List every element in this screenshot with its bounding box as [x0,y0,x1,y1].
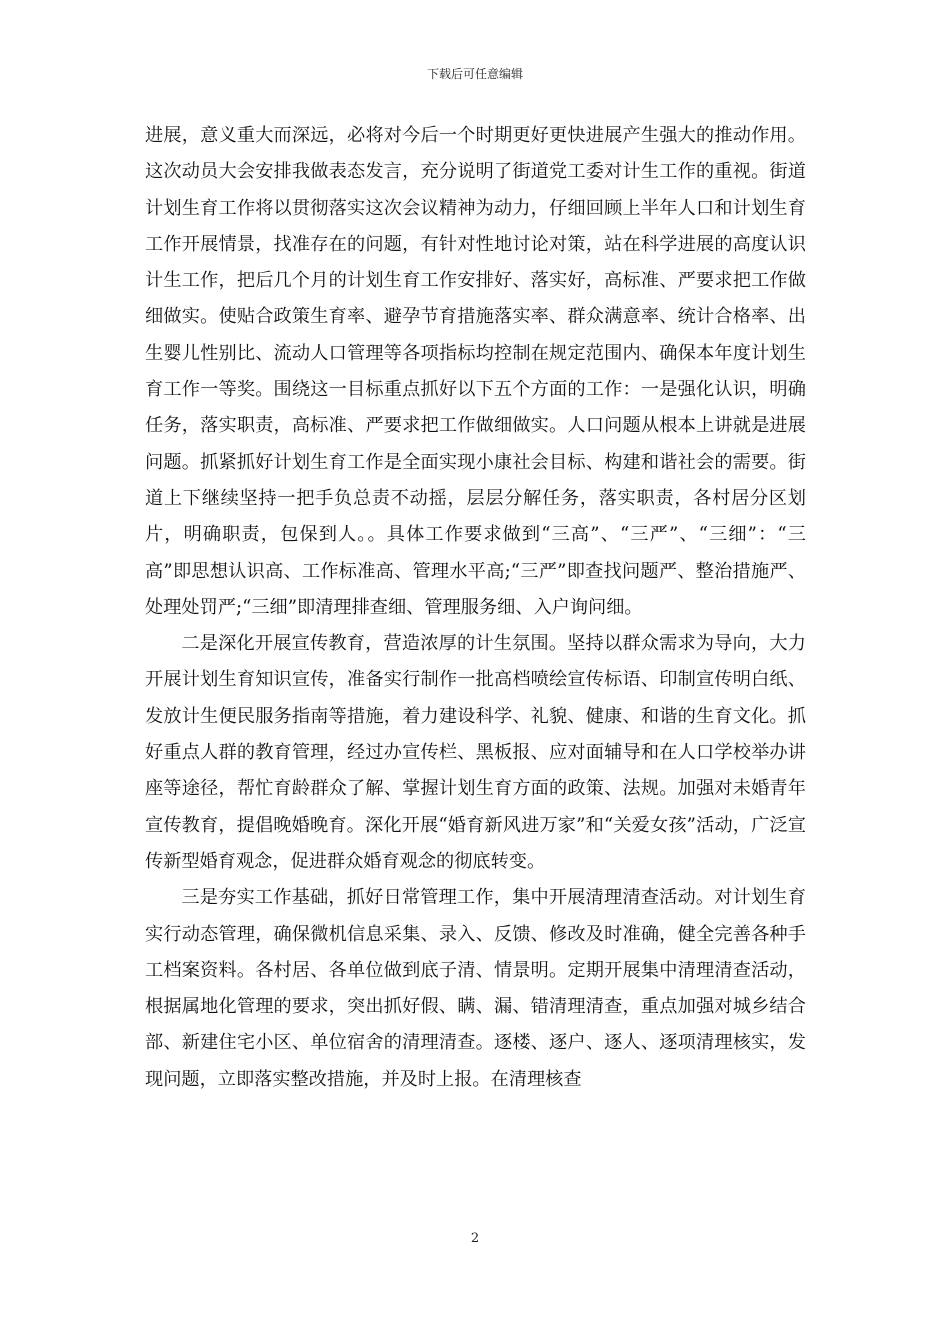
document-body [145,118,806,1098]
header-text: 下载后可任意编辑 [426,67,523,81]
page-footer [0,1230,950,1248]
paragraph-publicity-education: 二是深化开展宣传教育，营造浓厚的计生氛围。坚持以群众需求为导向，大力开展计划生育知识宣传，准备实行制作一批高档喷绘宣传标语、印制宣传明白纸、发放计生便民服务指南等措施，着力建设科学、礼貌、健康、和谐的生育文化。抓好重点人群的教育管理，经过办宣传栏、黑板报、应对面辅导和在人口学校举办讲座等途径，帮忙育龄群众了解、掌握计划生育方面的政策、法规。加强对未婚青年宣传教育，提倡晚婚晚育。深化开展“婚育新风进万家”和“关爱女孩”活动，广泛宣传新型婚育观念，促进群众婚育观念的彻底转变。 [145,633,806,872]
page-header [0,66,950,82]
page-number: 2 [470,1231,480,1246]
paragraph-continuation: 进展，意义重大而深远，必将对今后一个时期更好更快进展产生强大的推动作用。这次动员大会安排我做表态发言，充分说明了街道党工委对计生工作的重视。街道计划生育工作将以贯彻落实这次会议精神为动力，仔细回顾上半年人口和计划生育工作开展情景，找准存在的问题，有针对性地讨论对策，站在科学进展的高度认识计生工作，把后几个月的计划生育工作安排好、落实好，高标准、严要求把工作做细做实。使贴合政策生育率、避孕节育措施落实率、群众满意率、统计合格率、出生婴儿性别比、流动人口管理等各项指标均控制在规定范围内、确保本年度计划生育工作一等奖。围绕这一目标重点抓好以下五个方面的工作：一是强化认识，明确任务，落实职责，高标准、严要求把工作做细做实。人口问题从根本上讲就是进展问题。抓紧抓好计划生育工作是全面实现小康社会目标、构建和谐社会的需要。街道上下继续坚持一把手负总责不动摇，层层分解任务，落实职责，各村居分区划片，明确职责，包保到人。。具体工作要求做到“三高”、“三严”、“三细”：“三高”即思想认识高、工作标准高、管理水平高;“三严”即查找问题严、整治措施严、处理处罚严;“三细”即清理排查细、管理服务细、入户询问细。 [145,125,806,618]
paragraph-work-foundation: 三是夯实工作基础，抓好日常管理工作，集中开展清理清查活动。对计划生育实行动态管理，确保微机信息采集、录入、反馈、修改及时准确，健全完善各种手工档案资料。各村居、各单位做到底子清、情景明。定期开展集中清理清查活动，根据属地化管理的要求，突出抓好假、瞒、漏、错清理清查，重点加强对城乡结合部、新建住宅小区、单位宿舍的清理清查。逐楼、逐户、逐人、逐项清理核实，发现问题，立即落实整改措施，并及时上报。在清理核查 [145,887,806,1090]
